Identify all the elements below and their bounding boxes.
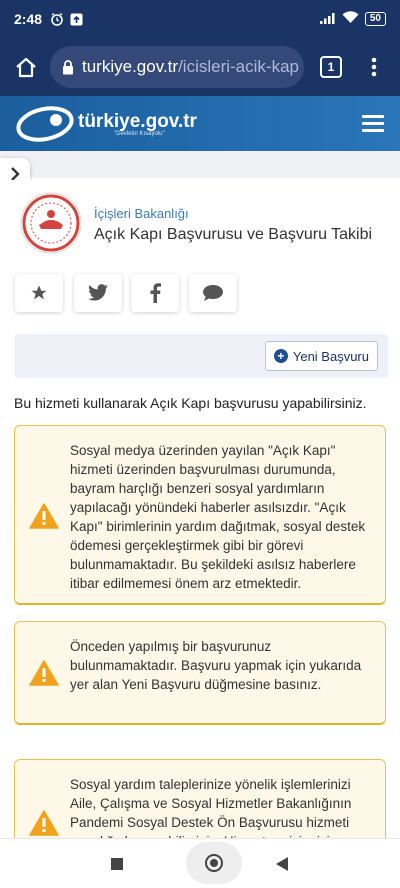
alarm-icon [50, 12, 64, 26]
signal-icon [320, 11, 336, 27]
comment-icon [202, 284, 224, 302]
warning-icon [29, 810, 59, 836]
recent-apps-icon[interactable] [111, 858, 123, 870]
home-circle-icon [205, 854, 223, 872]
warning-alert-1 [14, 425, 386, 605]
ministry-name[interactable]: İçişleri Bakanlığı [94, 206, 189, 221]
logo-text: türkiye.gov.tr [78, 110, 197, 132]
url-domain: turkiye.gov.tr [82, 57, 179, 76]
home-icon[interactable] [8, 49, 44, 85]
upload-notification-icon [70, 13, 83, 26]
action-bar [14, 334, 388, 378]
url-path: /icisleri-acik-kap [178, 57, 299, 76]
plus-circle-icon: + [274, 349, 288, 363]
new-application-button[interactable] [265, 341, 378, 371]
twitter-icon [87, 284, 109, 302]
system-navigation-bar [0, 838, 400, 888]
alert-text: Sosyal medya üzerinden yayılan "Açık Kapı" hizmeti üzerinden başvurulması durumunda, bayram harçlığı benzeri sosyal yardımların yapılacağı yönündeki haberler asılsızdır. "Açık Kapı" birimlerinin yardım dağıtmak, sosyal destek ödemesi gerçekleştirmek gibi bir görevi bulunmamaktadır. Bu şekildeki asılsız haberlere itibar edilmemesi önem arz etmektedir. [70, 443, 366, 591]
site-header [0, 96, 400, 151]
battery-icon: 50 [365, 12, 386, 26]
url-bar[interactable] [50, 46, 304, 88]
comment-button[interactable] [189, 274, 237, 312]
status-bar [0, 0, 400, 38]
tab-switcher-button[interactable]: 1 [320, 56, 342, 78]
lock-icon [62, 60, 74, 75]
hamburger-menu-icon[interactable] [362, 115, 384, 132]
favorite-button[interactable] [15, 274, 63, 312]
twitter-share-button[interactable] [74, 274, 122, 312]
home-button[interactable] [186, 842, 242, 884]
back-icon[interactable] [276, 857, 288, 871]
page-top-band [0, 151, 400, 178]
warning-icon [29, 660, 59, 686]
browser-toolbar [0, 38, 400, 96]
logo-swoosh-icon [16, 104, 74, 144]
intro-text: Bu hizmeti kullanarak Açık Kapı başvurusu yapabilirsiniz. [14, 395, 367, 411]
logo-tagline: "Devletin Kısayolu" [114, 130, 165, 137]
warning-icon [29, 503, 59, 529]
page-title: Açık Kapı Başvurusu ve Başvuru Takibi [94, 226, 373, 243]
facebook-icon [149, 283, 161, 303]
ministry-seal-icon [20, 192, 82, 254]
wifi-icon [342, 11, 359, 27]
facebook-share-button[interactable] [131, 274, 179, 312]
status-time: 2:48 [14, 11, 43, 27]
more-options-icon[interactable] [362, 49, 386, 85]
alert-text: Sosyal yardım taleplerinize yönelik işlemlerinizi Aile, Çalışma ve Sosyal Hizmetler Bakanlığının Pandemi Sosyal Destek Ön Başvurusu hizmeti [70, 777, 352, 830]
new-application-label: Yeni Başvuru [292, 348, 369, 364]
turkiye-gov-logo[interactable] [16, 104, 197, 144]
star-icon [30, 284, 48, 302]
warning-alert-2 [14, 621, 386, 725]
chevron-right-icon [10, 167, 20, 181]
service-title-card [0, 180, 400, 320]
alert-text: Önceden yapılmış bir başvurunuz bulunmamaktadır. Başvuru yapmak için yukarıda yer alan Yeni Başvuru düğmesine basınız. [70, 639, 362, 692]
